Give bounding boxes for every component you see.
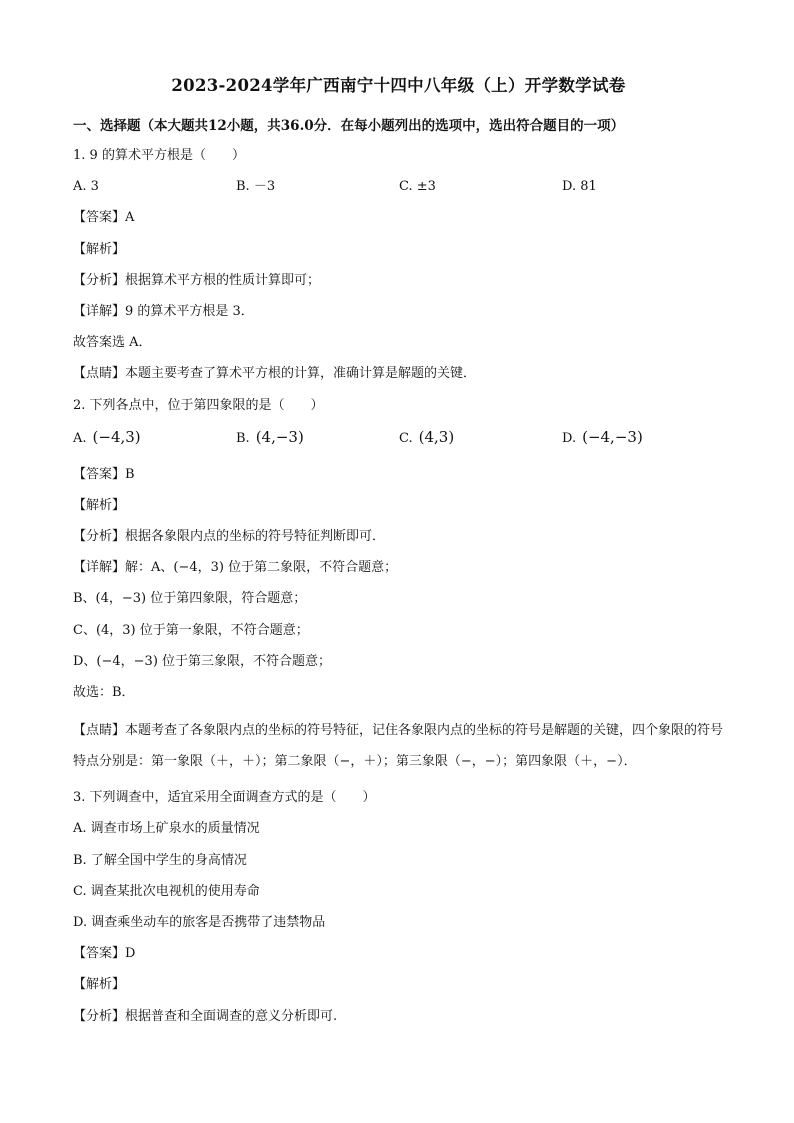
question-2-fenxi: 【分析】根据各象限内点的坐标的符号特征判断即可． bbox=[73, 529, 386, 545]
question-1-answer: 【答案】A bbox=[73, 210, 135, 226]
question-1-option-b: B. －3 bbox=[236, 179, 276, 195]
question-2-conclusion: 故选：B． bbox=[73, 685, 135, 700]
question-2-dianjing: 【点睛】本题考查了各象限内点的坐标的符号特征，记住各象限内点的坐标的符号是解题的关键，四个象限的符号特点分别是：第一象限（＋，＋）；第二象限（−，＋）；第三象限（−，−）；第四象限（＋，−）． bbox=[73, 723, 724, 770]
question-3-answer: 【答案】D bbox=[73, 946, 136, 962]
question-1-analysis-label: 【解析】 bbox=[73, 241, 126, 257]
question-2-detail-line: D、(−4，−3) 位于第三象限，不符合题意； bbox=[73, 653, 332, 669]
page-title: 2023-2024学年广西南宁十四中八年级（上）开学数学试卷 bbox=[171, 76, 626, 95]
coordinate: (−4,−3) bbox=[582, 427, 643, 446]
coordinate: (4,3) bbox=[418, 427, 455, 446]
option-label: D. bbox=[562, 430, 577, 446]
question-2-stem: 2. 下列各点中，位于第四象限的是（ ） bbox=[73, 397, 324, 413]
question-2-analysis-label: 【解析】 bbox=[73, 497, 126, 513]
question-2-option-a bbox=[73, 428, 236, 448]
question-3-option-b: B. 了解全国中学生的身高情况 bbox=[73, 852, 247, 868]
section-heading: 一、选择题（本大题共12小题，共36.0分．在每小题列出的选项中，选出符合题目的一项） bbox=[73, 118, 625, 134]
question-3-fenxi: 【分析】根据普查和全面调查的意义分析即可. bbox=[73, 1008, 338, 1024]
option-label: A. bbox=[73, 430, 87, 446]
question-2-option-d bbox=[562, 428, 725, 448]
question-2-detail-line: B、(4，−3) 位于第四象限，符合题意； bbox=[73, 591, 307, 607]
question-1-options bbox=[73, 178, 724, 196]
question-2-detail-line: 【详解】解：A、(−4，3) 位于第二象限，不符合题意； bbox=[73, 560, 398, 576]
question-3-option-d: D. 调查乘坐动车的旅客是否携带了违禁物品 bbox=[73, 914, 326, 930]
question-2-option-c bbox=[399, 428, 562, 448]
question-1-detail: 【详解】9 的算术平方根是 3． bbox=[73, 303, 254, 319]
question-1-fenxi: 【分析】根据算术平方根的性质计算即可； bbox=[73, 272, 321, 288]
question-2-option-b bbox=[236, 428, 399, 448]
question-1-stem: 1. 9 的算术平方根是（ ） bbox=[73, 148, 245, 163]
question-3-stem: 3. 下列调查中，适宜采用全面调查方式的是（ ） bbox=[73, 790, 376, 806]
coordinate: (4,−3) bbox=[255, 427, 304, 446]
question-3-analysis-label: 【解析】 bbox=[73, 977, 126, 993]
question-3-option-a: A. 调查市场上矿泉水的质量情况 bbox=[73, 821, 260, 837]
option-label: B. bbox=[236, 430, 250, 446]
question-1-conclusion: 故答案选 A． bbox=[73, 335, 152, 351]
question-2-detail-line: C、(4，3) 位于第一象限，不符合题意； bbox=[73, 622, 309, 638]
option-label: C. bbox=[399, 430, 413, 446]
question-1-option-d: D. 81 bbox=[562, 179, 597, 195]
question-1-option-a: A. 3 bbox=[73, 179, 99, 195]
question-2-options bbox=[73, 428, 724, 448]
question-2-answer: 【答案】B bbox=[73, 466, 135, 482]
coordinate: (−4,3) bbox=[92, 427, 141, 446]
question-1-dianjing: 【点睛】本题主要考查了算术平方根的计算，准确计算是解题的关键． bbox=[73, 366, 477, 382]
question-3-option-c: C. 调查某批次电视机的使用寿命 bbox=[73, 883, 260, 899]
question-1-option-c: C. ±3 bbox=[399, 179, 436, 195]
